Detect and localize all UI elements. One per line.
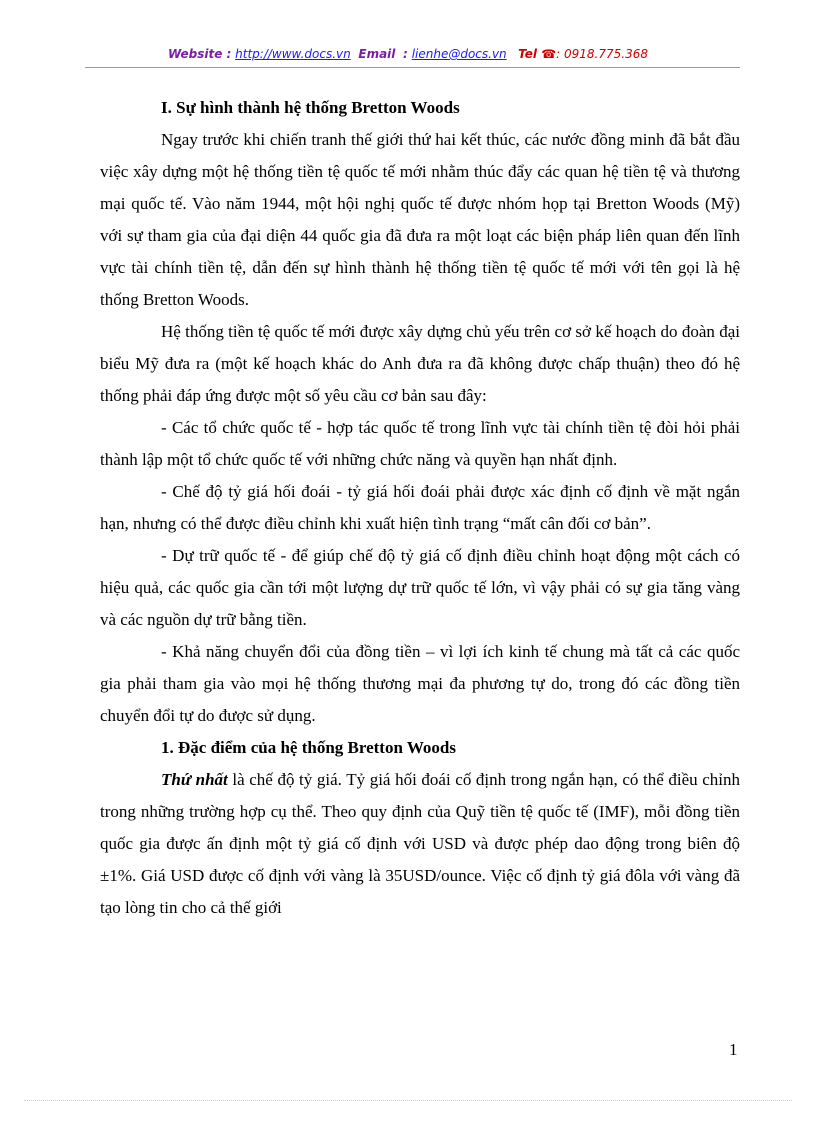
subsection-title: 1. Đặc điểm của hệ thống Bretton Woods (161, 738, 457, 757)
document-body (100, 92, 740, 924)
paragraph-plan: Hệ thống tiền tệ quốc tế mới được xây dựng chủ yếu trên cơ sở kế hoạch do đoàn đại biểu Mỹ đưa ra (một kế hoạch khác do Anh đưa ra đã không được chấp thuận) theo đó hệ thống phải đáp ứng được một số yêu cầu cơ bản sau đây: (100, 322, 740, 405)
paragraph-intro: Ngay trước khi chiến tranh thế giới thứ hai kết thúc, các nước đồng minh đã bắt đầu việc xây dựng một hệ thống tiền tệ quốc tế mới nhằm thúc đẩy các quan hệ tiền tệ và thương mại quốc tế. Vào năm 1944, một hội nghị quốc tế được nhóm họp tại Bretton Woods (Mỹ) với sự tham gia của đại diện 44 quốc gia đã đưa ra một loạt các biện pháp liên quan đến lĩnh vực tài chính tiền tệ, dẫn đến sự hình thành hệ thống tiền tệ quốc tế mới với tên gọi là hệ thống Bretton Woods. (100, 130, 740, 309)
page-header (0, 47, 816, 61)
paragraph-first-feature (100, 764, 740, 924)
paragraph-first-feature-text: là chế độ tỷ giá. Tỷ giá hối đoái cố định trong ngắn hạn, có thể điều chỉnh trong những trường hợp cụ thể. Theo quy định của Quỹ tiền tệ quốc tế (IMF), mỗi đồng tiền quốc gia được ấn định một tỷ giá cố định với USD và được phép dao động trong biên độ ±1%. Giá USD được cố định với vàng là 35USD/ounce. Việc cố định tỷ giá đôla với vàng đã tạo lòng tin cho cả thế giới (100, 770, 740, 917)
section-title: I. Sự hình thành hệ thống Bretton Woods (161, 98, 460, 117)
bullet-international-reserves: - Dự trữ quốc tế - để giúp chế độ tỷ giá cố định điều chỉnh hoạt động một cách có hiệu quả, các quốc gia cần tới một lượng dự trữ quốc tế lớn, vì vậy phải có sự gia tăng vàng và các nguồn dự trữ bằng tiền. (100, 546, 740, 629)
footer-divider (24, 1100, 792, 1101)
phone-number: : 0918.775.368 (556, 47, 648, 61)
bullet-convertibility: - Khả năng chuyển đổi của đồng tiền – vì lợi ích kinh tế chung mà tất cả các quốc gia phải tham gia vào mọi hệ thống thương mại đa phương tự do, trong đó các đồng tiền chuyển đổi tự do được sử dụng. (100, 642, 740, 725)
email-label: Email (358, 47, 396, 61)
website-label: Website : (168, 47, 232, 61)
email-separator: : (403, 47, 408, 61)
page-number: 1 (729, 1040, 738, 1059)
website-link[interactable]: http://www.docs.vn (235, 47, 351, 61)
bullet-international-organizations: - Các tổ chức quốc tế - hợp tác quốc tế trong lĩnh vực tài chính tiền tệ đòi hỏi phải thành lập một tổ chức quốc tế với những chức năng và quyền hạn nhất định. (100, 418, 740, 469)
header-divider (85, 67, 740, 68)
email-link[interactable]: lienhe@docs.vn (411, 47, 507, 61)
tel-label: Tel ☎ (518, 47, 557, 61)
bullet-exchange-rate: - Chế độ tỷ giá hối đoái - tỷ giá hối đoái phải được xác định cố định về mặt ngắn hạn, nhưng có thể được điều chỉnh khi xuất hiện tình trạng “mất cân đối cơ bản”. (100, 482, 740, 533)
lead-term: Thứ nhất (161, 770, 228, 789)
